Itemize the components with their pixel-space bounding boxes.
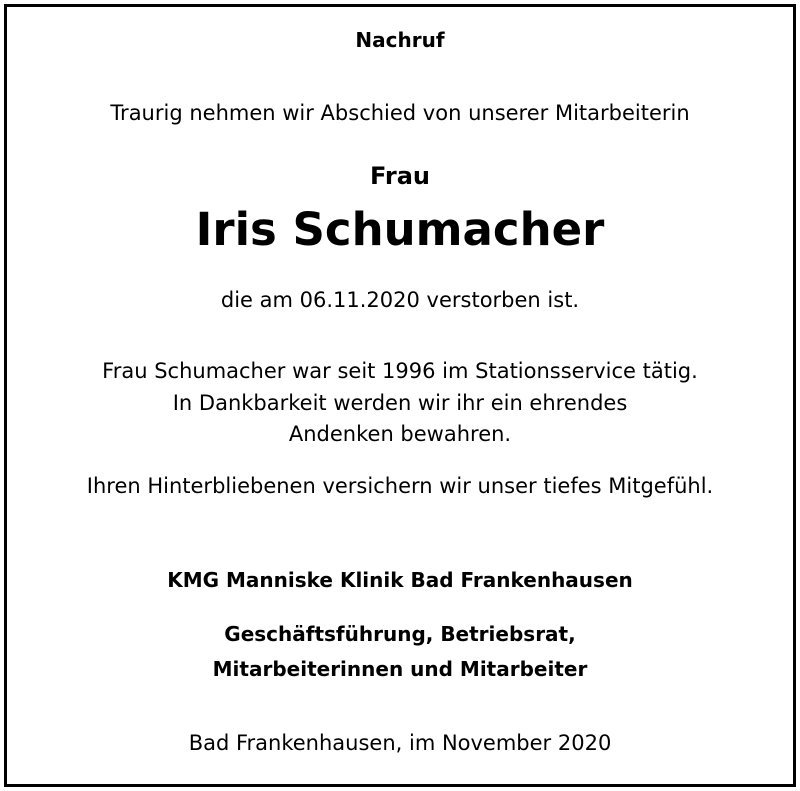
signers-line-2: Mitarbeiterinnen und Mitarbeiter bbox=[212, 657, 588, 681]
organization-name: KMG Manniske Klinik Bad Frankenhausen bbox=[167, 568, 633, 592]
thanks-text-line-2: Andenken bewahren. bbox=[288, 422, 512, 446]
place-and-date: Bad Frankenhausen, im November 2020 bbox=[188, 731, 612, 755]
thanks-text-line-1: In Dankbarkeit werden wir ihr ein ehrendes bbox=[172, 391, 628, 415]
deceased-name: Iris Schumacher bbox=[195, 203, 605, 256]
sympathy-text: Ihren Hinterbliebenen versichern wir unser tiefes Mitgefühl. bbox=[86, 474, 714, 498]
notice-heading: Nachruf bbox=[355, 28, 445, 52]
salutation: Frau bbox=[370, 162, 430, 190]
service-text: Frau Schumacher war seit 1996 im Stationsservice tätig. bbox=[102, 359, 698, 383]
intro-text: Traurig nehmen wir Abschied von unserer Mitarbeiterin bbox=[110, 101, 690, 125]
death-date-text: die am 06.11.2020 verstorben ist. bbox=[220, 288, 580, 312]
signers-line-1: Geschäftsführung, Betriebsrat, bbox=[224, 622, 576, 646]
